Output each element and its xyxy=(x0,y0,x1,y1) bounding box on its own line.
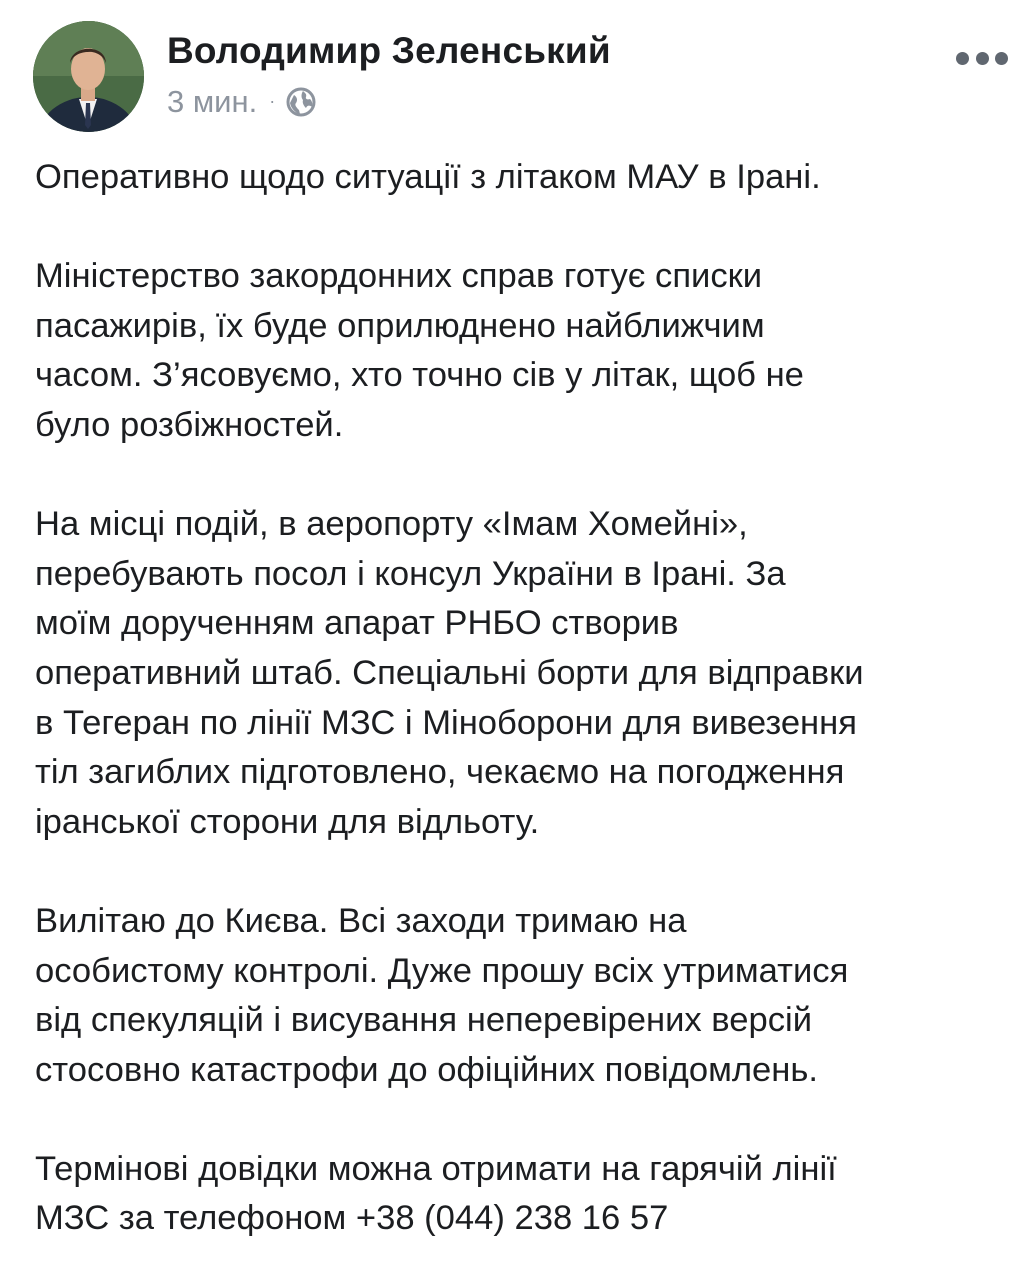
avatar-image xyxy=(33,21,144,132)
more-options-icon[interactable] xyxy=(956,44,1008,72)
post-line: моїм дорученням апарат РНБО створив xyxy=(35,604,679,643)
post-line: Вилітаю до Києва. Всі заходи тримаю на xyxy=(35,901,687,940)
post-line: перебувають посол і консул України в Ірані. За xyxy=(35,554,786,593)
post-line: МЗС за телефоном +38 (044) 238 16 57 xyxy=(35,1199,669,1238)
more-dot xyxy=(956,52,969,65)
post-paragraph xyxy=(35,153,1020,203)
post-timestamp[interactable]: 3 мин. xyxy=(167,84,258,119)
post-meta xyxy=(167,84,317,120)
post-line: часом. З’ясовуємо, хто точно сів у літак, щоб не xyxy=(35,356,804,395)
author-avatar[interactable] xyxy=(33,21,144,132)
post-line: пасажирів, їх буде оприлюднено найближчим xyxy=(35,306,765,345)
post-header xyxy=(0,0,1036,150)
author-name[interactable]: Володимир Зеленський xyxy=(167,30,611,71)
post-paragraph xyxy=(35,252,1020,450)
post-line: було розбіжностей. xyxy=(35,405,344,444)
post-line: в Тегеран по лінії МЗС і Міноборони для вивезення xyxy=(35,703,857,742)
meta-separator: · xyxy=(269,90,276,111)
post-paragraph xyxy=(35,1145,1020,1244)
post-line: Термінові довідки можна отримати на гарячій лінії xyxy=(35,1149,837,1188)
more-dot xyxy=(995,52,1008,65)
post-line: оперативний штаб. Спеціальні борти для відправки xyxy=(35,653,864,692)
more-dot xyxy=(976,52,989,65)
post-line: тіл загиблих підготовлено, чекаємо на погодження xyxy=(35,753,845,792)
post-line: іранської сторони для відльоту. xyxy=(35,802,540,841)
post-line: від спекуляцій і висування неперевірених версій xyxy=(35,1001,813,1040)
post-line: Міністерство закордонних справ готує списки xyxy=(35,257,763,296)
post-paragraph xyxy=(35,500,1020,847)
globe-icon[interactable] xyxy=(285,86,317,118)
post-line: На місці подій, в аеропорту «Імам Хомейні», xyxy=(35,505,748,544)
post-line: Оперативно щодо ситуації з літаком МАУ в Ірані. xyxy=(35,158,821,196)
post-text xyxy=(35,153,1020,1244)
post-line: особистому контролі. Дуже прошу всіх утриматися xyxy=(35,951,849,990)
post-paragraph xyxy=(35,897,1020,1095)
post-line: стосовно катастрофи до офіційних повідомлень. xyxy=(35,1050,818,1089)
